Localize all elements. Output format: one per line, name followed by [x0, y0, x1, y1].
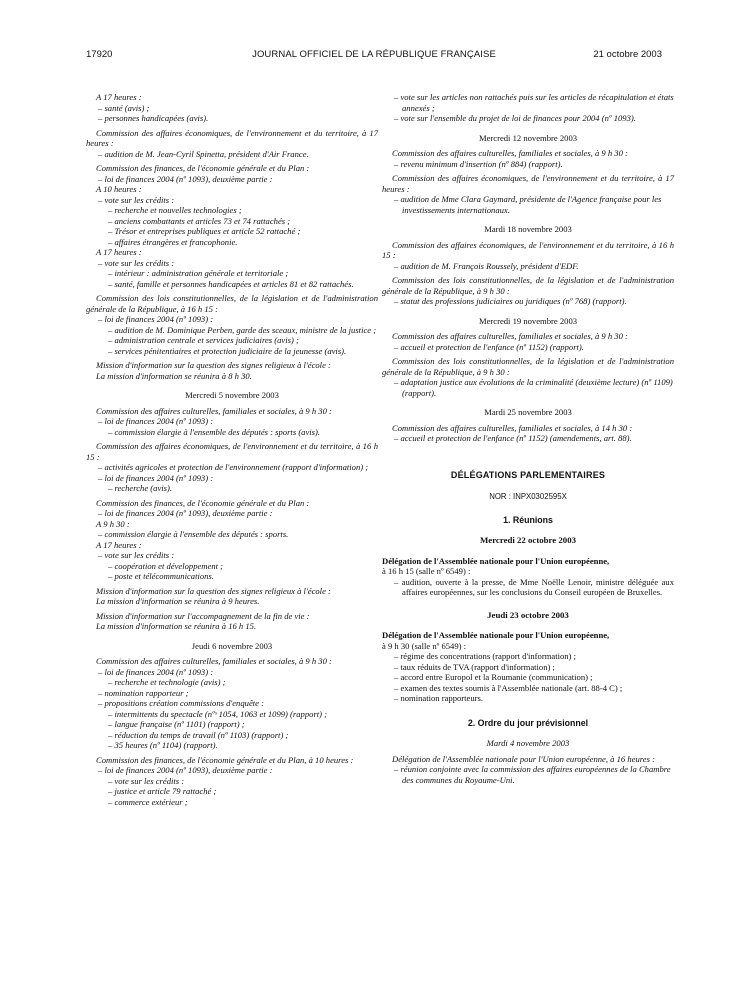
day-heading: Mercredi 5 novembre 2003 [185, 390, 279, 400]
agenda-line: – examen des textes soumis à l'Assemblée nationale (art. 88-4 C) ; [394, 682, 623, 693]
agenda-line: – accueil et protection de l'enfance (nº 1152) (amendements, art. 88). [394, 433, 632, 443]
agenda-line: Commission des lois constitutionnelles, de la législation et de l'administration générale de la République, à 16 h 15 : [86, 293, 378, 314]
agenda-line: Commission des affaires économiques, de l'environnement et du territoire, à 17 heures : [86, 127, 378, 148]
agenda-line: A 10 heures : [96, 184, 142, 194]
day-heading: Mardi 25 novembre 2003 [484, 407, 572, 417]
page-number: 17920 [86, 49, 113, 60]
agenda-line: – audition de M. François Roussely, président d'EDF. [394, 260, 579, 271]
agenda-line: – poste et télécommunications. [108, 571, 214, 581]
committee-agenda-continued [382, 92, 674, 444]
left-column [86, 92, 378, 807]
subsection-title-ordre-du-jour: 2. Ordre du jour prévisionnel [467, 717, 589, 728]
agenda-line: Commission des lois constitutionnelles, de la législation et de l'administration générale de la République, à 9 h 30 : [382, 275, 674, 296]
agenda-line: A 17 heures : [96, 92, 142, 102]
agenda-line: – vote sur les crédits : [98, 550, 175, 560]
agenda-line: – adaptation justice aux évolutions de la criminalité (deuxième lecture) (nº 1109) (rapport). [394, 377, 673, 398]
agenda-line: – intermittents du spectacle (nºˢ 1054, 1063 et 1099) (rapport) ; [108, 708, 328, 719]
day-heading: Mercredi 22 octobre 2003 [479, 535, 576, 545]
agenda-line: La mission d'information se réunira à 9 heures. [96, 596, 260, 606]
agenda-line: – nomination rapporteur ; [98, 687, 189, 698]
meeting-heading: Délégation de l'Assemblée nationale pour l'Union européenne, à 16 heures : [392, 753, 655, 764]
agenda-line: – nomination rapporteurs. [394, 693, 484, 703]
agenda-line: La mission d'information se réunira à 8 h 30. [96, 370, 252, 381]
agenda-line: A 17 heures : [96, 539, 142, 550]
agenda-line: Commission des affaires culturelles, familiales et sociales, à 14 h 30 : [392, 422, 633, 433]
nor-reference: NOR : INPX0302595X [489, 492, 567, 501]
agenda-line: – coopération et développement ; [108, 560, 224, 571]
agenda-line: – recherche (avis). [108, 483, 173, 493]
agenda-line: – recherche et nouvelles technologies ; [108, 205, 242, 215]
meeting-items [382, 651, 674, 704]
meeting-items [382, 577, 674, 598]
meeting-heading [382, 556, 674, 577]
agenda-line: La mission d'information se réunira à 16 h 15. [96, 621, 257, 631]
agenda-line: – audition, ouverte à la presse, de Mme Noëlle Lenoir, ministre déléguée aux affaires européennes, sur les conclusions du Conseil européen de Bruxelles. [394, 576, 674, 597]
agenda-line: – taux réduits de TVA (rapport d'information) ; [394, 661, 555, 672]
agenda-line: Commission des affaires culturelles, familiales et sociales, à 9 h 30 : [392, 148, 628, 158]
agenda-line: Commission des affaires économiques, de l'environnement et du territoire, à 17 heures : [382, 173, 674, 194]
agenda-line: Commission des affaires culturelles, familiales et sociales, à 9 h 30 : [96, 405, 332, 416]
agenda-line: Mission d'information sur la question des signes religieux à l'école : [96, 585, 331, 596]
agenda-line: – vote sur les crédits : [98, 194, 175, 205]
day-heading: Mercredi 19 novembre 2003 [478, 315, 578, 326]
agenda-line: – audition de M. Dominique Perben, garde des sceaux, ministre de la justice ; [108, 324, 377, 335]
journal-title: JOURNAL OFFICIEL DE LA RÉPUBLIQUE FRANÇAISE [252, 49, 496, 60]
meeting-heading [382, 630, 674, 651]
agenda-line: Commission des lois constitutionnelles, de la législation et de l'administration générale de la République, à 9 h 30 : [382, 356, 674, 377]
meeting-items [382, 764, 674, 785]
agenda-line: – intérieur : administration générale et territoriale ; [108, 268, 289, 278]
meeting-time: à 9 h 30 (salle nº 6549) : [382, 640, 467, 651]
agenda-line: Commission des finances, de l'économie générale et du Plan : [96, 497, 310, 508]
agenda-line: – anciens combattants et articles 73 et 74 rattachés ; [108, 215, 291, 226]
meeting-time: à 16 h 15 (salle nº 6549) : [382, 566, 471, 576]
right-column [382, 92, 674, 785]
delegations-section [382, 470, 674, 786]
agenda-line: Commission des affaires culturelles, familiales et sociales, à 9 h 30 : [392, 331, 628, 341]
section-title: DÉLÉGATIONS PARLEMENTAIRES [450, 469, 606, 480]
agenda-line: – loi de finances 2004 (nº 1093) : [98, 314, 214, 324]
agenda-line: Commission des finances, de l'économie générale et du Plan : [96, 163, 310, 173]
agenda-line: – 35 heures (nº 1104) (rapport). [108, 740, 218, 750]
day-heading: Mardi 4 novembre 2003 [486, 738, 570, 748]
agenda-line: – accord entre Europol et la Roumanie (communication) ; [394, 672, 593, 682]
agenda-line: – activités agricoles et protection de l'environnement (rapport d'information) ; [98, 462, 369, 472]
agenda-line: – vote sur les crédits : [108, 775, 185, 786]
agenda-line: – régime des concentrations (rapport d'information) ; [394, 651, 576, 661]
agenda-line: – justice et article 79 rattaché ; [108, 786, 217, 796]
agenda-line: – vote sur les crédits : [98, 257, 175, 268]
agenda-line: – services pénitentiaires et protection judiciaire de la jeunesse (avis). [108, 345, 347, 356]
day-heading: Mercredi 12 novembre 2003 [478, 132, 578, 143]
subsection-title-reunions: 1. Réunions [503, 514, 553, 525]
meeting-body: Délégation de l'Assemblée nationale pour l'Union européenne, [382, 630, 610, 640]
agenda-line: – audition de M. Jean-Cyril Spinetta, président d'Air France. [98, 148, 309, 159]
page-header [86, 48, 662, 62]
agenda-line: – réduction du temps de travail (nº 1103) (rapport) ; [108, 729, 289, 740]
agenda-line: – loi de finances 2004 (nº 1093), deuxième partie : [98, 508, 273, 518]
agenda-line: – loi de finances 2004 (nº 1093), deuxième partie : [98, 765, 273, 775]
day-heading: Jeudi 23 octobre 2003 [487, 609, 569, 620]
agenda-line: – statut des professions judiciaires ou juridiques (nº 768) (rapport). [394, 296, 627, 306]
agenda-line: A 9 h 30 : [96, 518, 130, 529]
agenda-line: – affaires étrangères et francophonie. [108, 236, 238, 247]
agenda-line: – loi de finances 2004 (nº 1093) : [98, 416, 214, 426]
agenda-line: – accueil et protection de l'enfance (nº 1152) (rapport). [394, 341, 584, 352]
agenda-line: Commission des finances, de l'économie générale et du Plan, à 10 heures : [96, 754, 354, 765]
day-heading: Mardi 18 novembre 2003 [484, 224, 572, 234]
agenda-line: – réunion conjointe avec la commission des affaires européennes de la Chambre des communes du Royaume-Uni. [394, 764, 671, 785]
agenda-line: – vote sur l'ensemble du projet de loi de finances pour 2004 (nº 1093). [394, 113, 636, 123]
meeting-body: Délégation de l'Assemblée nationale pour l'Union européenne, [382, 555, 610, 566]
agenda-line: – propositions création commissions d'enquête : [98, 698, 264, 708]
agenda-line: – administration centrale et services judiciaires (avis) ; [108, 335, 299, 345]
agenda-line: – personnes handicapées (avis). [98, 113, 209, 123]
agenda-line: Mission d'information sur l'accompagnement de la fin de vie : [96, 610, 310, 621]
agenda-line: – loi de finances 2004 (nº 1093) : [98, 472, 214, 483]
issue-date: 21 octobre 2003 [593, 49, 662, 60]
agenda-line: – santé, famille et personnes handicapées et articles 81 et 82 rattachés. [108, 278, 354, 289]
day-heading: Jeudi 6 novembre 2003 [191, 640, 273, 651]
agenda-line: – santé (avis) ; [98, 102, 150, 113]
agenda-line: – Trésor et entreprises publiques et article 52 rattaché ; [108, 226, 301, 236]
agenda-line: – commerce extérieur ; [108, 796, 188, 807]
agenda-line: Mission d'information sur la question des signes religieux à l'école : [96, 360, 331, 370]
agenda-line: – recherche et technologie (avis) ; [108, 677, 226, 687]
agenda-line: – loi de finances 2004 (nº 1093) : [98, 666, 214, 677]
agenda-line: – commission élargie à l'ensemble des députés : sports (avis). [108, 426, 321, 437]
agenda-line: – loi de finances 2004 (nº 1093), deuxième partie : [98, 173, 273, 184]
agenda-line: A 17 heures : [96, 247, 142, 257]
agenda-line: Commission des affaires économiques, de l'environnement et du territoire, à 16 h 15 : [86, 441, 378, 462]
agenda-line: – commission élargie à l'ensemble des députés : sports. [98, 529, 289, 539]
agenda-line: – vote sur les articles non rattachés puis sur les articles de récapitulation et états annexés ; [394, 92, 674, 113]
agenda-line: – langue française (nº 1101) (rapport) ; [108, 719, 245, 729]
agenda-line: Commission des affaires économiques, de l'environnement et du territoire, à 16 h 15 : [382, 239, 674, 260]
agenda-line: Commission des affaires culturelles, familiales et sociales, à 9 h 30 : [96, 656, 332, 666]
agenda-line: – revenu minimum d'insertion (nº 884) (rapport). [394, 158, 563, 169]
agenda-line: – audition de Mme Clara Gaymard, présidente de l'Agence française pour les investissements internationaux. [394, 194, 662, 215]
